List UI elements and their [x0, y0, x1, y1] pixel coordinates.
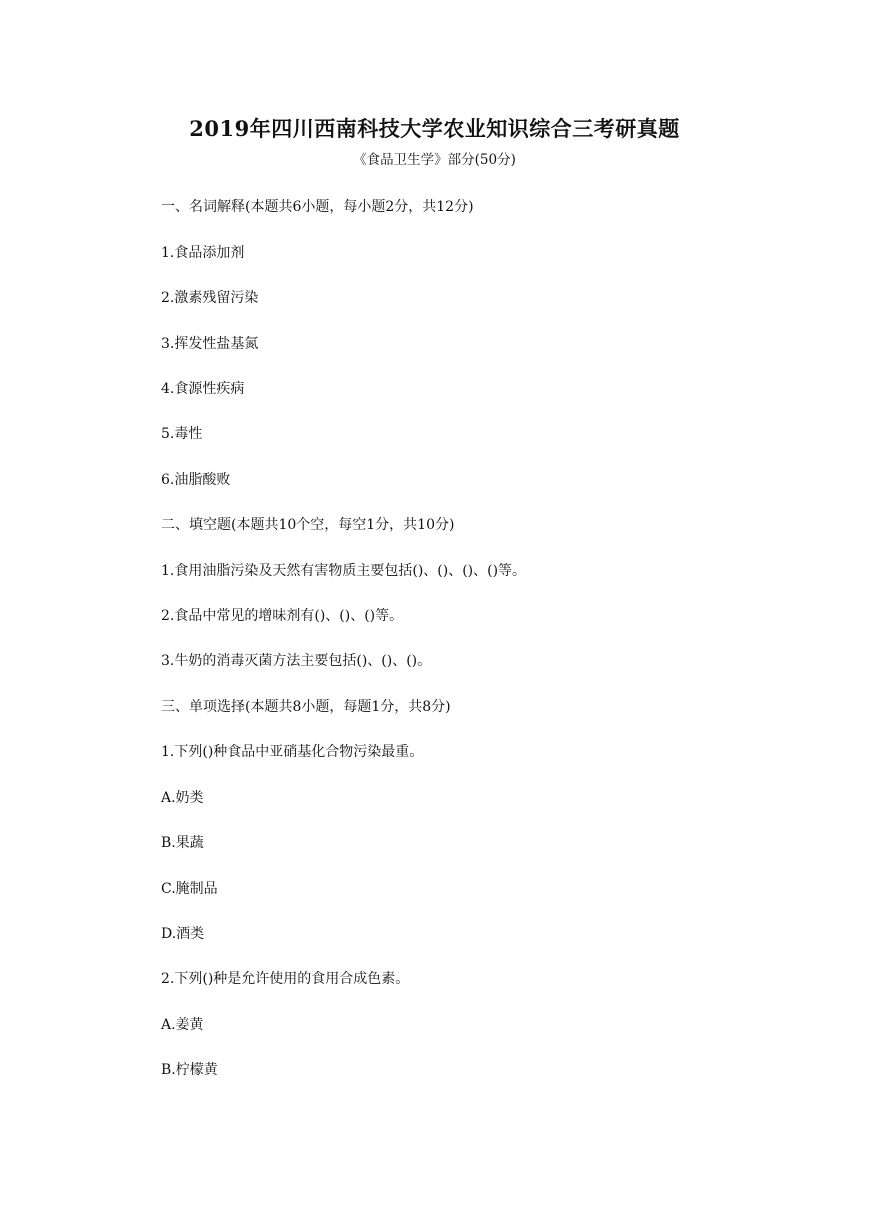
- document-subtitle: 《食品卫生学》部分(50分): [353, 152, 516, 168]
- question-line: 2.食品中常见的增味剂有()、()、()等。: [161, 608, 404, 624]
- option-line: B.柠檬黄: [161, 1062, 218, 1078]
- question-line: 6.油脂酸败: [161, 472, 231, 488]
- question-line: 1.食品添加剂: [161, 245, 245, 261]
- question-line: 3.牛奶的消毒灭菌方法主要包括()、()、()。: [161, 653, 432, 669]
- document-title: 2019年四川西南科技大学农业知识综合三考研真题: [189, 116, 680, 141]
- question-line: 2.激素残留污染: [161, 290, 259, 306]
- question-line: 5.毒性: [161, 426, 203, 442]
- section-heading-2: 二、填空题(本题共10个空，每空1分，共10分): [161, 517, 455, 533]
- section-heading-3: 三、单项选择(本题共8小题，每题1分，共8分): [161, 699, 451, 715]
- question-line: 4.食源性疾病: [161, 381, 245, 397]
- question-line: 1.下列()种食品中亚硝基化合物污染最重。: [161, 744, 424, 760]
- question-line: 1.食用油脂污染及天然有害物质主要包括()、()、()、()等。: [161, 563, 527, 579]
- section-heading-1: 一、名词解释(本题共6小题，每小题2分，共12分): [161, 199, 474, 215]
- question-line: 3.挥发性盐基氮: [161, 336, 259, 352]
- option-line: C.腌制品: [161, 881, 218, 897]
- option-line: A.奶类: [161, 790, 204, 806]
- option-line: A.姜黄: [161, 1017, 204, 1033]
- question-line: 2.下列()种是允许使用的食用合成色素。: [161, 971, 410, 987]
- option-line: B.果蔬: [161, 835, 204, 851]
- option-line: D.酒类: [161, 926, 205, 942]
